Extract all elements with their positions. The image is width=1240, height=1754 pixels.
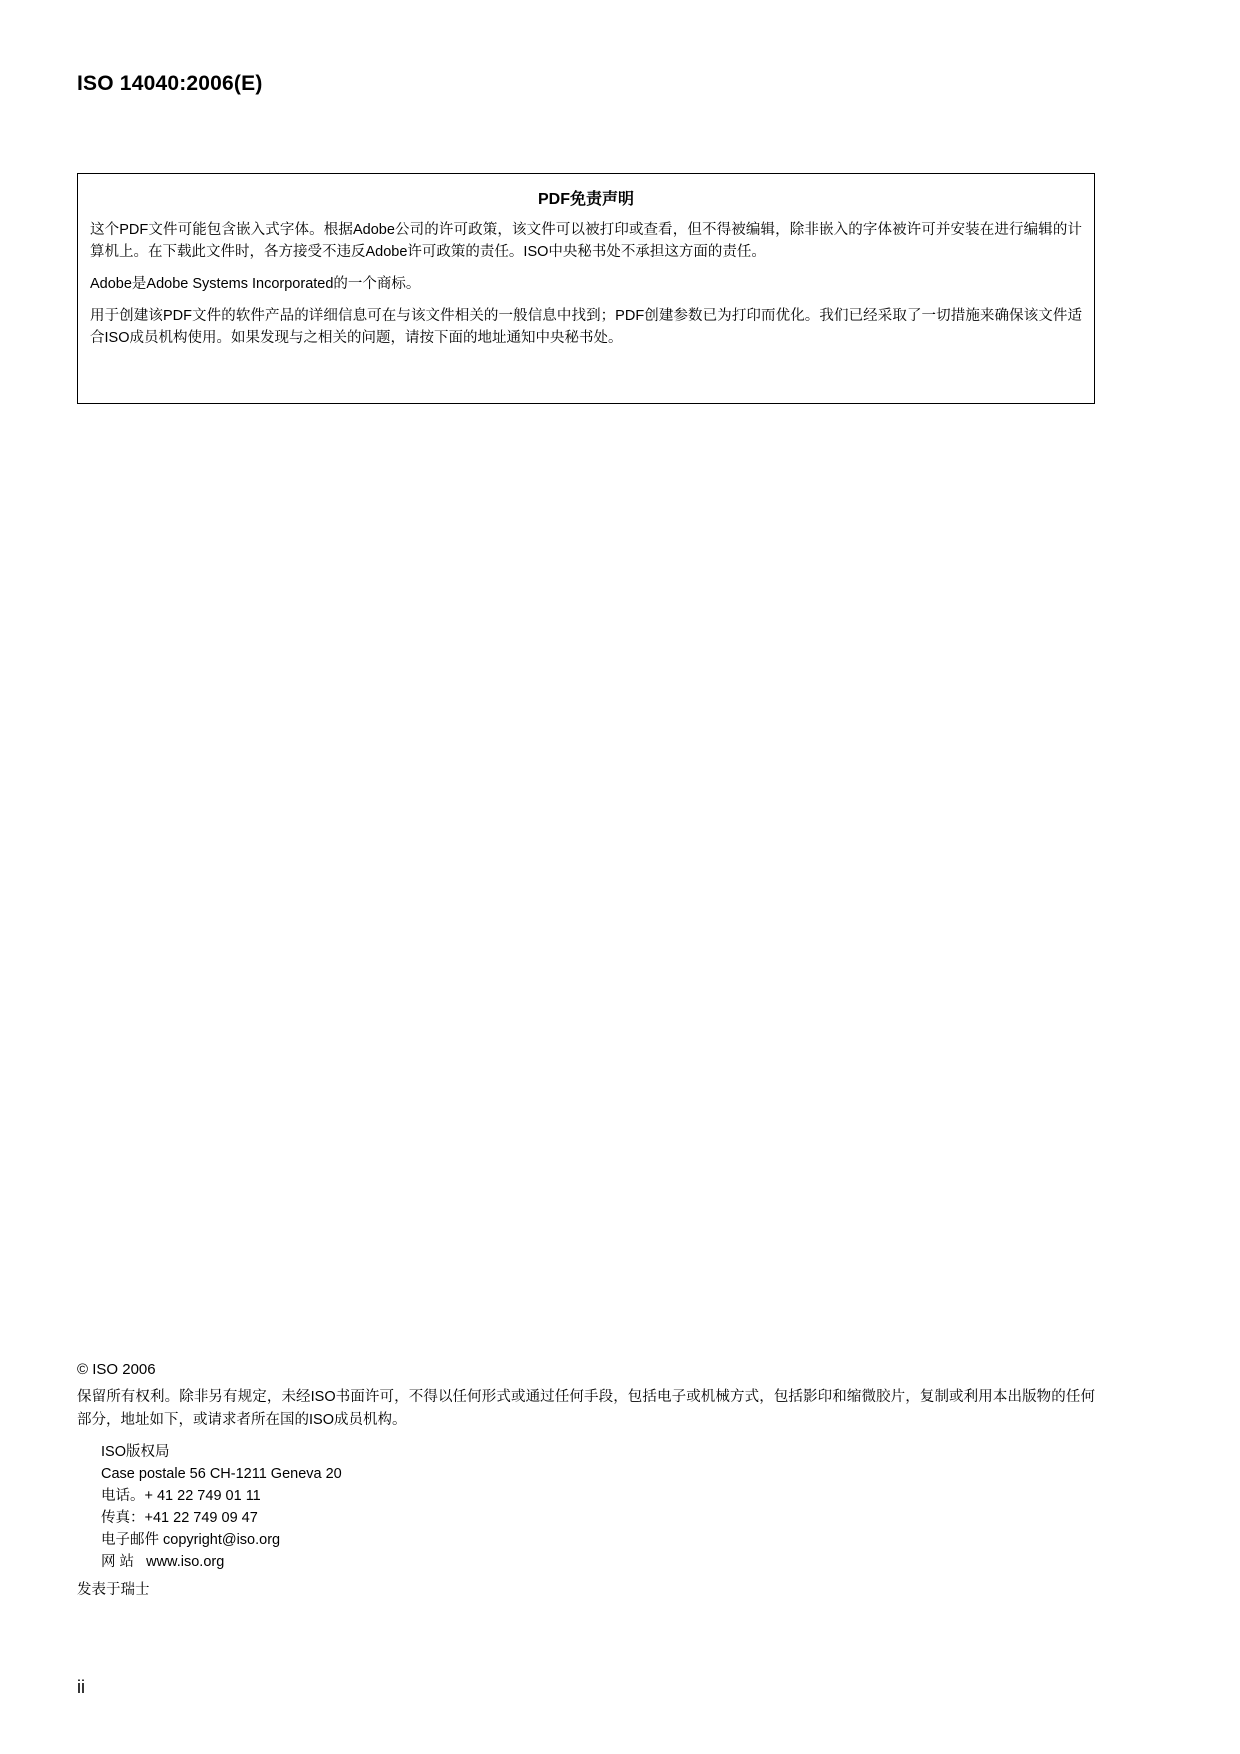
address-fax: 传真：+41 22 749 09 47 — [101, 1510, 258, 1526]
address-email: 电子邮件 copyright@iso.org — [101, 1532, 281, 1548]
iso-copyright-office-address — [77, 1441, 1095, 1573]
disclaimer-paragraph-creation-details: 用于创建该PDF文件的软件产品的详细信息可在与该文件相关的一般信息中找到；PDF创建参数已为打印而优化。我们已经采取了一切措施来确保该文件适合ISO成员机构使用。如果发现与之相关的问题，请按下面的地址通知中央秘书处。 — [90, 308, 1082, 346]
address-office-name: ISO版权局 — [101, 1444, 170, 1460]
address-website: 网 站 www.iso.org — [101, 1554, 225, 1570]
document-standard-id: ISO 14040:2006(E) — [77, 72, 263, 95]
disclaimer-paragraph-embedded-fonts: 这个PDF文件可能包含嵌入式字体。根据Adobe公司的许可政策，该文件可以被打印或查看，但不得被编辑，除非嵌入的字体被许可并安装在进行编辑的计算机上。在下载此文件时，各方接受不违反Adobe许可政策的责任。ISO中央秘书处不承担这方面的责任。 — [90, 222, 1082, 260]
address-postal: Case postale 56 CH-1211 Geneva 20 — [101, 1466, 342, 1482]
published-location: 发表于瑞士 — [77, 1582, 150, 1598]
rights-reserved-text: 保留所有权利。除非另有规定，未经ISO书面许可，不得以任何形式或通过任何手段，包括电子或机械方式，包括影印和缩微胶片，复制或利用本出版物的任何部分，地址如下，或请求者所在国的ISO成员机构。 — [77, 1389, 1095, 1428]
pdf-disclaimer-box — [77, 173, 1095, 404]
disclaimer-title: PDF免责声明 — [537, 191, 634, 208]
copyright-section — [77, 1361, 1095, 1601]
address-phone: 电话。+ 41 22 749 01 11 — [101, 1488, 261, 1504]
page-number: ii — [77, 1677, 85, 1697]
disclaimer-paragraph-trademark: Adobe是Adobe Systems Incorporated的一个商标。 — [90, 276, 421, 292]
copyright-notice: © ISO 2006 — [77, 1361, 156, 1378]
